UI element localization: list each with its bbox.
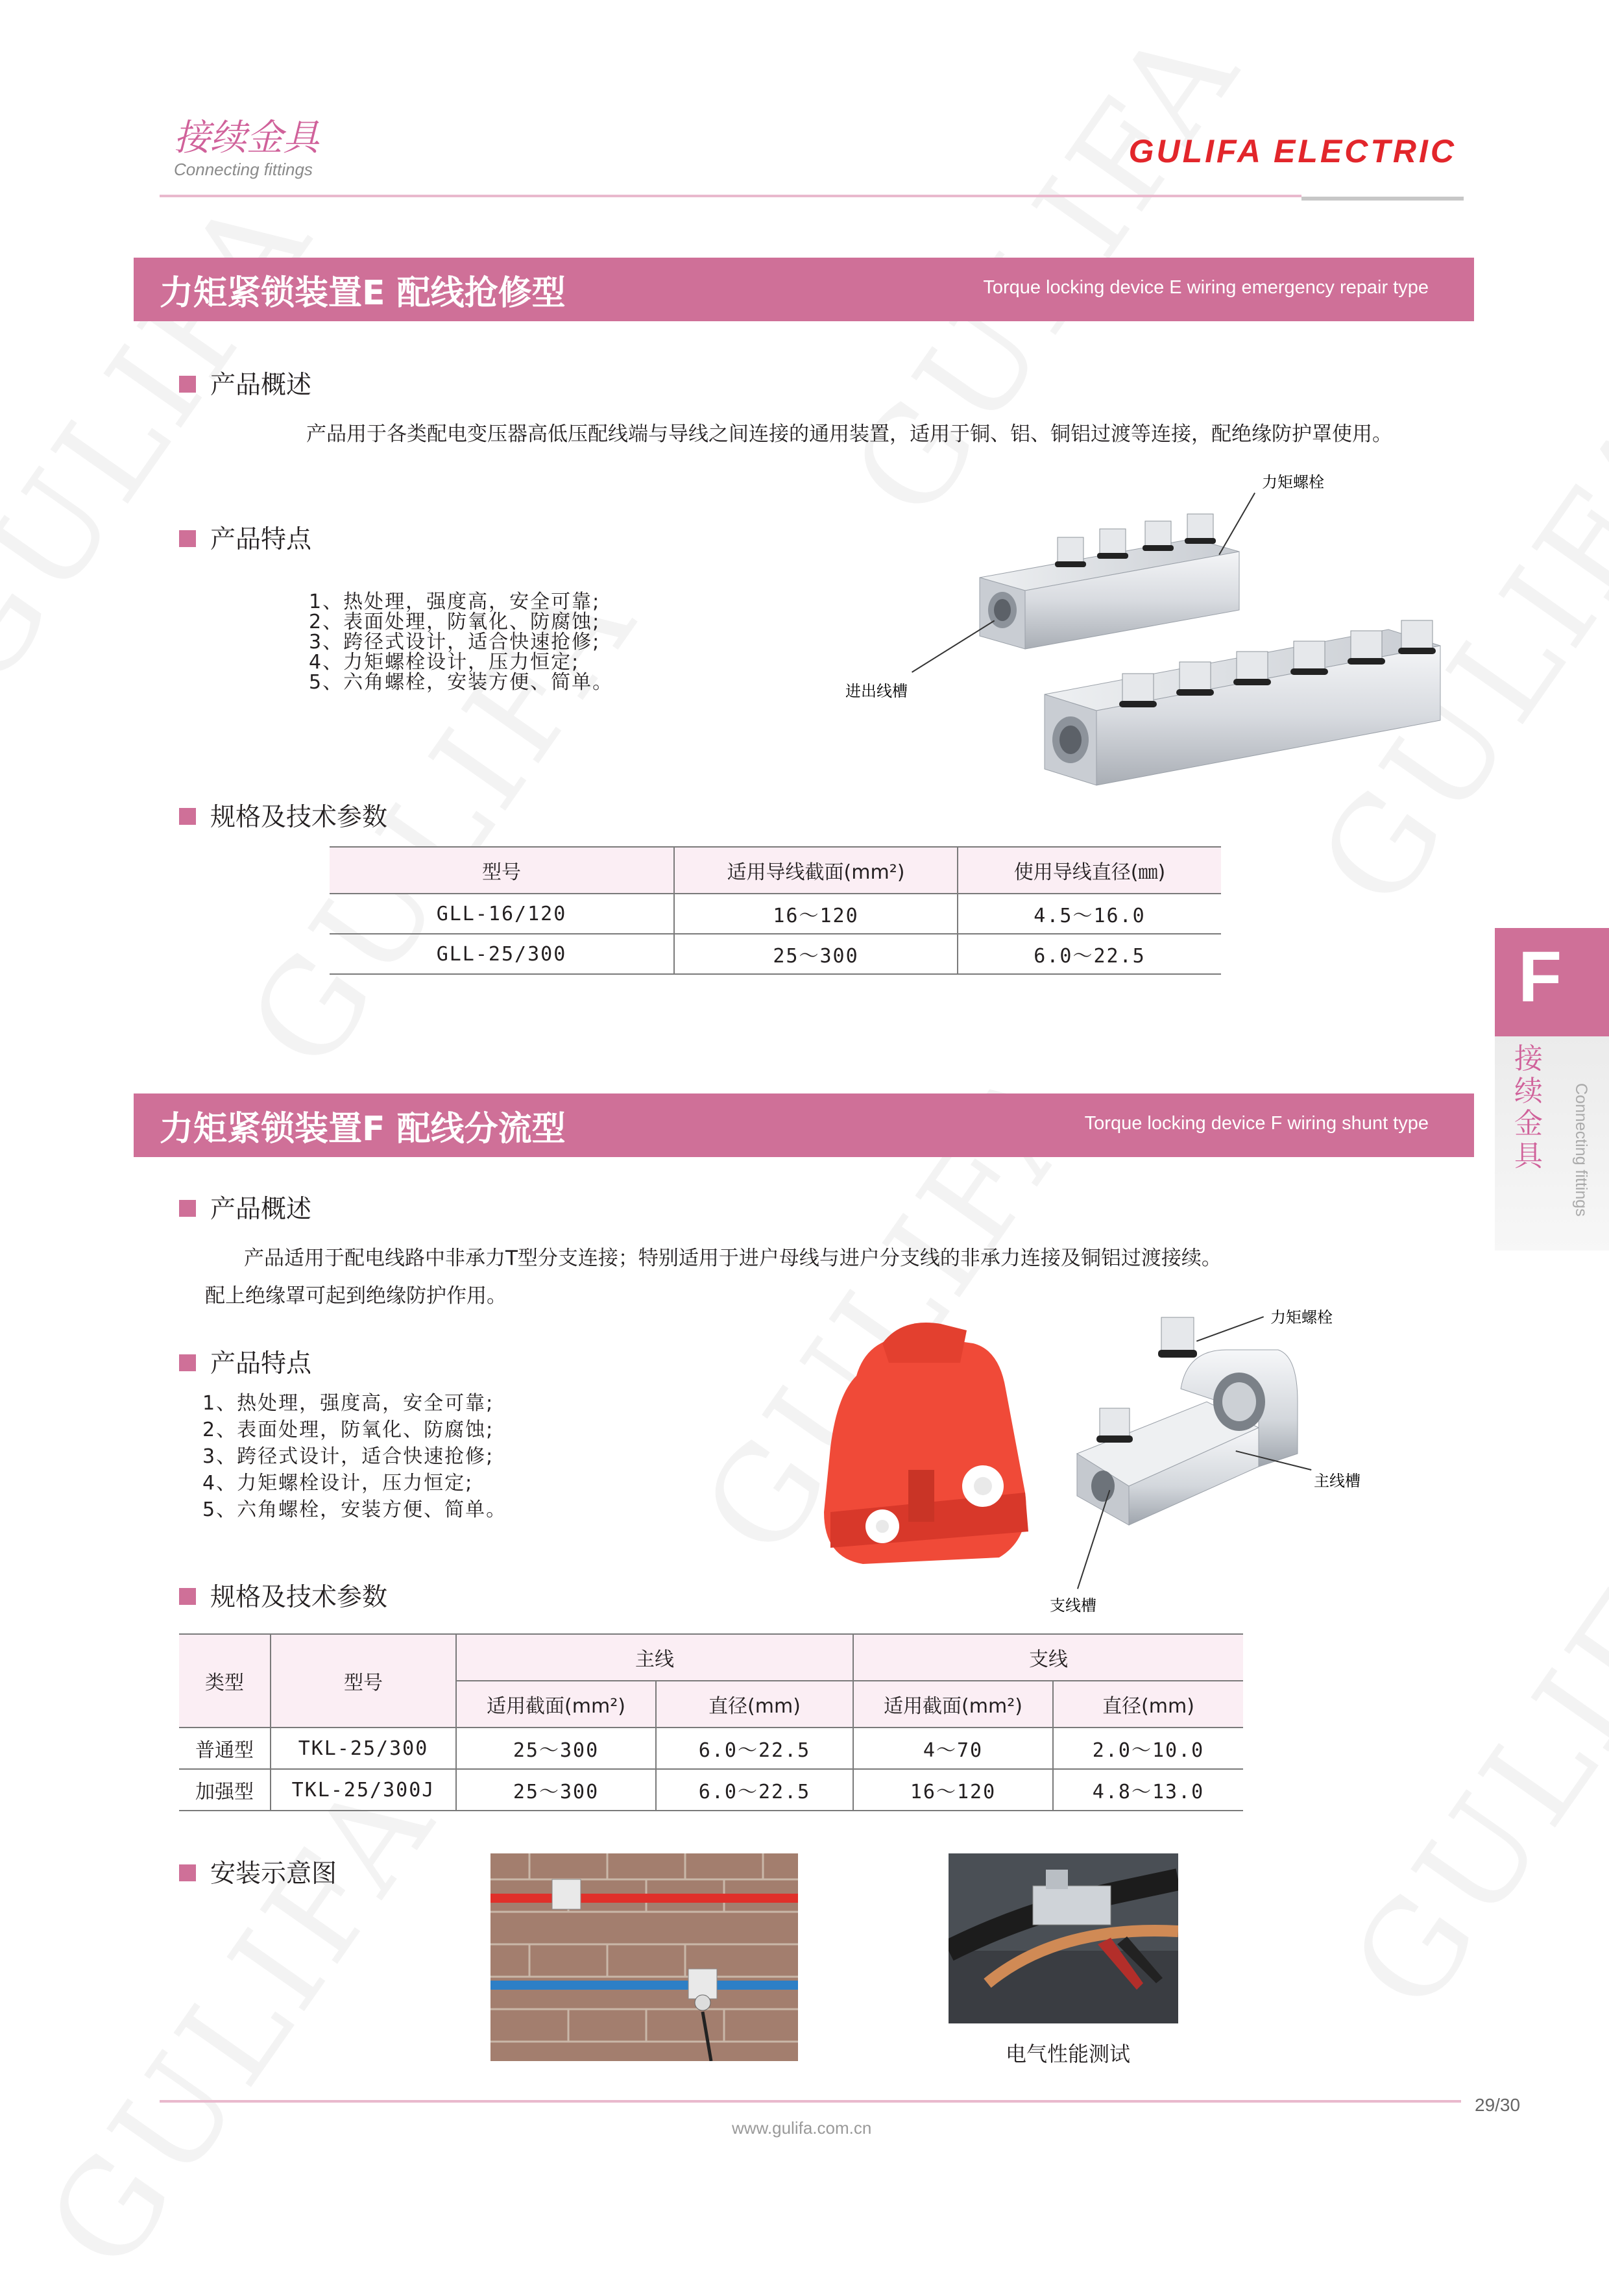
table-row: 加强型 TKL-25/300J 25～300 6.0～22.5 16～120 4.8～13.0 <box>179 1769 1243 1811</box>
feature-item: 3、跨径式设计，适合快速抢修; <box>202 1445 494 1468</box>
footer-divider <box>160 2100 1461 2103</box>
feature-item: 5、六角螺栓，安装方便、简单。 <box>202 1498 507 1521</box>
table-header: 型号 <box>330 847 674 894</box>
section-f-spec-heading: 规格及技术参数 <box>179 1577 387 1613</box>
section-f-title-en: Torque locking device F wiring shunt type <box>1084 1113 1429 1134</box>
bullet-square-icon <box>179 1864 196 1881</box>
section-f-title-cn: 力矩紧锁装置F 配线分流型 <box>160 1110 566 1149</box>
section-f-spec-table <box>179 1633 1243 1811</box>
table-header: 适用导线截面(mm²) <box>674 847 958 894</box>
feature-item: 5、六角螺栓，安装方便、简单。 <box>309 671 614 694</box>
section-e-title-band <box>134 258 1474 321</box>
section-f-features-list <box>202 1390 507 1523</box>
section-e-features-heading: 产品特点 <box>179 519 311 556</box>
section-e-title-en: Torque locking device E wiring emergency repair type <box>983 277 1429 298</box>
section-e-overview-heading: 产品概述 <box>179 365 311 401</box>
footer-url: www.gulifa.com.cn <box>732 2118 872 2138</box>
bullet-square-icon <box>179 808 196 825</box>
brand-logo: GULIFA ELECTRIC <box>1128 133 1457 169</box>
side-tab-label: 接续金具 Connecting fittings <box>1495 1036 1609 1251</box>
table-header: 类型 <box>179 1634 271 1728</box>
feature-item: 2、表面处理，防氧化、防腐蚀; <box>202 1419 494 1441</box>
table-header: 适用截面(mm²) <box>853 1681 1053 1728</box>
header-divider-accent <box>1301 197 1464 201</box>
product-e-image <box>973 500 1466 824</box>
page-number: 29/30 <box>1475 2095 1521 2115</box>
section-e-title-cn: 力矩紧锁装置E 配线抢修型 <box>160 274 566 313</box>
section-e-spec-table <box>330 846 1221 975</box>
table-header: 直径(mm) <box>656 1681 853 1728</box>
table-header: 适用截面(mm²) <box>456 1681 656 1728</box>
header-title-cn: 接续金具 <box>174 117 319 159</box>
section-f-title-band <box>134 1093 1474 1157</box>
bullet-square-icon <box>179 1354 196 1371</box>
feature-item: 3、跨径式设计，适合快速抢修; <box>309 631 601 653</box>
section-f-features-heading: 产品特点 <box>179 1343 311 1380</box>
bullet-square-icon <box>179 1200 196 1217</box>
callout-torque-bolt: 力矩螺栓 <box>1270 1308 1333 1326</box>
table-row: GLL-16/120 16～120 4.5～16.0 <box>330 894 1221 934</box>
feature-item: 4、力矩螺栓设计，压力恒定; <box>202 1472 474 1495</box>
installation-photo <box>490 1853 798 2061</box>
electrical-test-photo <box>949 1853 1178 2023</box>
header-divider <box>160 195 1301 197</box>
section-e-spec-heading: 规格及技术参数 <box>179 797 387 833</box>
section-e-overview-text: 产品用于各类配电变压器高低压配线端与导线之间连接的通用装置，适用于铜、铝、铜铝过渡等连接，配绝缘防护罩使用。 <box>306 422 1392 446</box>
table-header: 主线 <box>456 1634 853 1681</box>
feature-item: 1、热处理，强度高，安全可靠; <box>309 591 601 613</box>
section-f-overview-text: 产品适用于配电线路中非承力T型分支连接；特别适用于进户母线与进户分支线的非承力连接及铜铝过渡接续。 配上绝缘罩可起到绝缘防护作用。 <box>205 1247 1222 1308</box>
section-e-features-list <box>309 592 613 692</box>
insulation-cover-image <box>811 1317 1045 1583</box>
table-header: 使用导线直径(㎜) <box>958 847 1221 894</box>
table-row: 普通型 TKL-25/300 25～300 6.0～22.5 4～70 2.0～10.0 <box>179 1728 1243 1769</box>
table-header: 支线 <box>853 1634 1243 1681</box>
table-header: 型号 <box>271 1634 456 1728</box>
product-f-clamp-image <box>1064 1311 1337 1545</box>
watermark <box>1323 1489 1609 2036</box>
bullet-square-icon <box>179 1588 196 1605</box>
callout-wire-groove: 进出线槽 <box>845 682 908 700</box>
photo-caption: 电气性能测试 <box>1006 2042 1131 2066</box>
feature-item: 1、热处理，强度高，安全可靠; <box>202 1392 494 1415</box>
header-title-en: Connecting fittings <box>174 160 313 179</box>
section-f-install-heading: 安装示意图 <box>179 1853 337 1890</box>
callout-main-groove: 主线槽 <box>1314 1472 1361 1490</box>
side-tab-letter: F <box>1495 928 1609 1036</box>
watermark <box>19 1749 465 2296</box>
table-row: GLL-25/300 25～300 6.0～22.5 <box>330 934 1221 974</box>
table-header: 直径(mm) <box>1053 1681 1243 1728</box>
section-f-overview-heading: 产品概述 <box>179 1189 311 1225</box>
feature-item: 4、力矩螺栓设计，压力恒定; <box>309 651 580 674</box>
watermark <box>0 165 342 713</box>
callout-branch-groove: 支线槽 <box>1050 1596 1096 1615</box>
bullet-square-icon <box>179 530 196 547</box>
bullet-square-icon <box>179 376 196 393</box>
feature-item: 2、表面处理，防氧化、防腐蚀; <box>309 611 601 633</box>
callout-torque-bolt: 力矩螺栓 <box>1262 473 1324 491</box>
